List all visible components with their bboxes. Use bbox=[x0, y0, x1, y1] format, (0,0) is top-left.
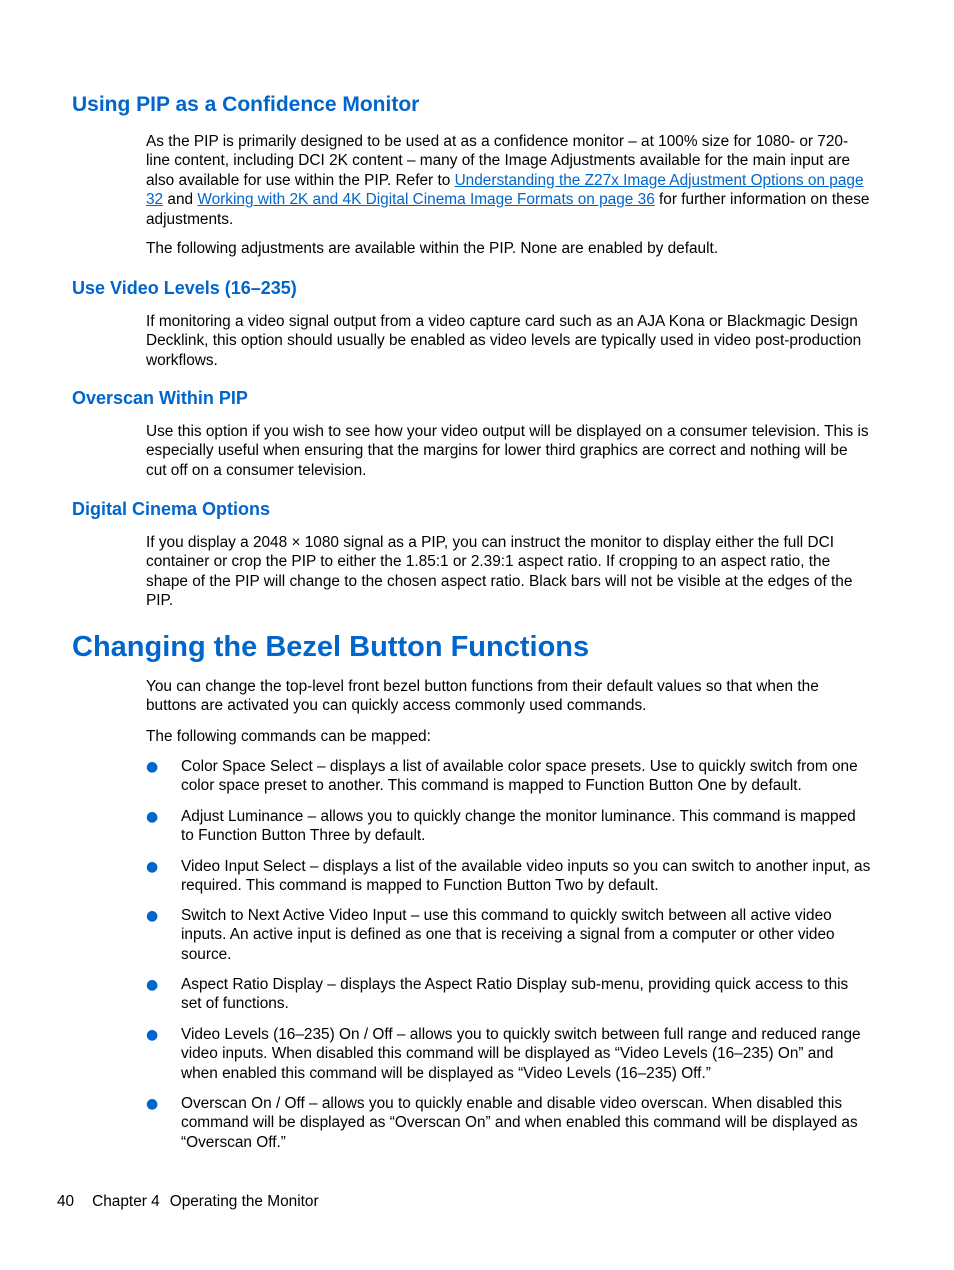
bullet-icon: ● bbox=[146, 908, 159, 924]
video-levels-paragraph: If monitoring a video signal output from a video capture card such as an AJA Kona or Blackmagic Design Decklink, this option should usually be enabled as video levels are typically used in video post-production workflows. bbox=[146, 313, 862, 369]
paragraph-text: for further information on these adjustments. bbox=[146, 191, 870, 228]
bezel-intro-paragraph: You can change the top-level front bezel button functions from their default values so that when the buttons are activated you can quickly access commonly used commands. bbox=[146, 678, 819, 715]
chapter-title: Operating the Monitor bbox=[169, 1193, 319, 1210]
section-heading-overscan: Overscan Within PIP bbox=[72, 388, 248, 408]
mappable-commands-intro: The following commands can be mapped: bbox=[146, 728, 431, 745]
paragraph-text: and bbox=[163, 191, 198, 209]
list-item-text: Video Input Select – displays a list of the available video inputs so you can switch to another input, as required. This command is mapped to Function Button Two by default. bbox=[181, 858, 871, 895]
bullet-icon: ● bbox=[146, 1027, 159, 1043]
page-number: 40 bbox=[57, 1193, 75, 1210]
overscan-paragraph: Use this option if you wish to see how your video output will be displayed on a consumer television. This is especially useful when ensuring that the margins for lower third graphics are correct and nothing will be cut off on a consumer television. bbox=[146, 423, 869, 479]
list-item-text: Adjust Luminance – allows you to quickly change the monitor luminance. This command is mapped to Function Button Three by default. bbox=[181, 808, 856, 845]
list-item-text: Video Levels (16–235) On / Off – allows you to quickly switch between full range and reduced range video inputs. When disabled this command will be displayed as “Video Levels (16–235) On” and when enabled this command will be displayed as “Video Levels (16–235) Off.” bbox=[181, 1026, 861, 1082]
link-image-adjustment-options[interactable]: Understanding the Z27x Image Adjustment Options on page 32 bbox=[146, 171, 864, 209]
section-heading-video-levels: Use Video Levels (16–235) bbox=[72, 278, 297, 298]
bullet-icon: ● bbox=[146, 809, 159, 825]
chapter-label: Chapter 4 bbox=[92, 1193, 160, 1210]
section-heading-digital-cinema: Digital Cinema Options bbox=[72, 499, 271, 519]
chapter-heading-bezel-buttons: Changing the Bezel Button Functions bbox=[72, 631, 590, 663]
bullet-icon: ● bbox=[146, 859, 159, 875]
section-heading-pip-confidence: Using PIP as a Confidence Monitor bbox=[72, 93, 420, 116]
digital-cinema-paragraph: If you display a 2048 × 1080 signal as a PIP, you can instruct the monitor to display either the full DCI container or crop the PIP to either the 1.85:1 or 2.39:1 aspect ratio. If cropping to an aspect ratio, the shape of the PIP will change to the chosen aspect ratio. Black bars will not be visible at the edges of the PIP. bbox=[146, 534, 853, 610]
pip-adjustments-intro: The following adjustments are available within the PIP. None are enabled by default. bbox=[146, 240, 719, 257]
bullet-icon: ● bbox=[146, 759, 159, 775]
bullet-icon: ● bbox=[146, 1096, 159, 1112]
bullet-icon: ● bbox=[146, 977, 159, 993]
page-footer bbox=[57, 1192, 319, 1211]
list-item-text: Switch to Next Active Video Input – use this command to quickly switch between all active video inputs. An active input is defined as one that is receiving a signal from a computer or other video source. bbox=[181, 907, 835, 963]
pip-confidence-paragraph bbox=[146, 132, 871, 229]
paragraph-text: As the PIP is primarily designed to be used at as a confidence monitor – at 100% size for 1080- or 720-line content, including DCI 2K content – many of the Image Adjustments available for the main input are also available for use within the PIP. Refer to bbox=[146, 133, 851, 189]
list-item-text: Aspect Ratio Display – displays the Aspect Ratio Display sub-menu, providing quick access to this set of functions. bbox=[181, 976, 849, 1013]
list-item-text: Overscan On / Off – allows you to quickly enable and disable video overscan. When disabled this command will be displayed as “Overscan On” and when enabled this command will be displayed as “Overscan Off.” bbox=[181, 1095, 858, 1151]
list-item-text: Color Space Select – displays a list of available color space presets. Use to quickly switch from one color space preset to another. This command is mapped to Function Button One by default. bbox=[181, 758, 858, 795]
link-digital-cinema-formats[interactable]: Working with 2K and 4K Digital Cinema Image Formats on page 36 bbox=[197, 191, 655, 209]
